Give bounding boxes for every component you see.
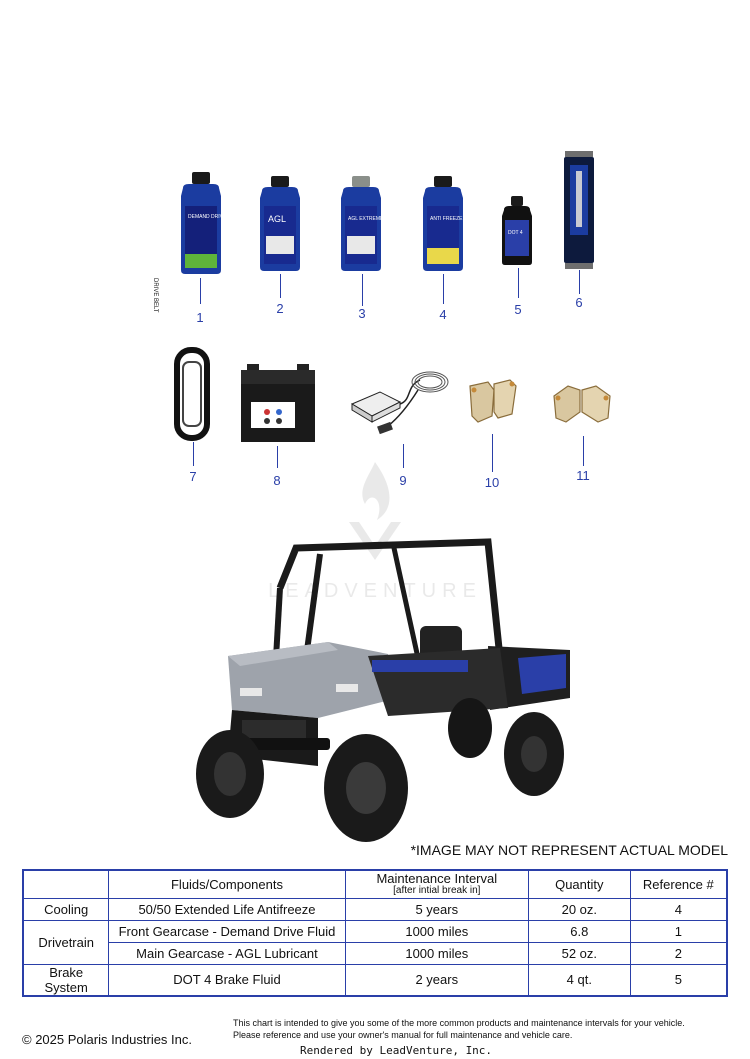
cell-quantity: 6.8 xyxy=(528,920,630,942)
header-component: Fluids/Components xyxy=(109,870,345,898)
callout-11: 11 xyxy=(576,468,590,483)
grease-tube-icon xyxy=(562,151,596,269)
battery-icon xyxy=(237,362,319,444)
rendered-by: Rendered by LeadVenture, Inc. xyxy=(300,1044,493,1057)
table-row xyxy=(23,942,727,964)
callout-3: 3 xyxy=(358,306,366,321)
belt-label-text: DRIVE BELT xyxy=(152,278,158,313)
cell-interval: 5 years xyxy=(345,898,528,920)
brake-pads-icon xyxy=(550,378,614,434)
table-header-row xyxy=(23,870,727,898)
header-interval-sub: [after intial break in] xyxy=(393,885,481,897)
cell-interval: 2 years xyxy=(345,964,528,996)
callout-5: 5 xyxy=(514,302,522,317)
header-reference: Reference # xyxy=(630,870,727,898)
chart-note-line1: This chart is intended to give you some of the more common products and maintenance intervals for your vehicle. xyxy=(233,1018,685,1028)
header-interval xyxy=(345,870,528,898)
chart-note-line2: Please reference and use your owner's manual for full maintenance and vehicle care. xyxy=(233,1030,573,1040)
cell-quantity: 20 oz. xyxy=(528,898,630,920)
cell-interval: 1000 miles xyxy=(345,920,528,942)
cell-category: Brake System xyxy=(23,964,109,996)
brake-pads-icon xyxy=(464,376,520,432)
cell-quantity: 52 oz. xyxy=(528,942,630,964)
agl-bottle-icon xyxy=(256,176,304,272)
callout-6: 6 xyxy=(575,295,583,310)
cell-category: Drivetrain xyxy=(23,920,109,964)
image-disclaimer: *IMAGE MAY NOT REPRESENT ACTUAL MODEL xyxy=(410,842,728,858)
bottle-label-text: DOT 4 xyxy=(508,230,523,236)
table-row xyxy=(23,920,727,942)
callout-1: 1 xyxy=(196,310,204,325)
utv-vehicle-image xyxy=(188,538,570,843)
cell-component: DOT 4 Brake Fluid xyxy=(109,964,345,996)
bottle-label-text: AGL EXTREME xyxy=(348,216,384,222)
drive-belt-icon xyxy=(152,278,212,440)
dot4-brake-fluid-bottle-icon xyxy=(500,196,534,266)
header-quantity: Quantity xyxy=(528,870,630,898)
table-row xyxy=(23,898,727,920)
bottle-label-text: ANTI FREEZE xyxy=(430,216,463,222)
bottle-label-text: AGL xyxy=(268,214,287,224)
cell-reference: 2 xyxy=(630,942,727,964)
cell-interval: 1000 miles xyxy=(345,942,528,964)
callout-8: 8 xyxy=(273,473,281,488)
agl-extreme-bottle-icon xyxy=(337,176,385,272)
cell-reference: 5 xyxy=(630,964,727,996)
demand-drive-fluid-bottle-icon xyxy=(175,172,243,276)
cell-quantity: 4 qt. xyxy=(528,964,630,996)
cell-component: 50/50 Extended Life Antifreeze xyxy=(109,898,345,920)
cell-component: Front Gearcase - Demand Drive Fluid xyxy=(109,920,345,942)
battery-charger-icon xyxy=(348,356,458,442)
cell-reference: 1 xyxy=(630,920,727,942)
cell-category: Cooling xyxy=(23,898,109,920)
callout-2: 2 xyxy=(276,301,284,316)
table-row xyxy=(23,964,727,996)
callout-9: 9 xyxy=(399,473,407,488)
header-interval-label: Maintenance Interval xyxy=(376,871,498,887)
maintenance-table xyxy=(22,869,728,997)
antifreeze-bottle-icon xyxy=(419,176,467,272)
bottle-label-text: DEMAND DRIVE FLUID xyxy=(188,214,243,220)
callout-4: 4 xyxy=(439,307,447,322)
callout-10: 10 xyxy=(484,475,500,490)
chart-note xyxy=(233,1017,733,1041)
callout-7: 7 xyxy=(189,469,197,484)
watermark-text: LEADVENTURE xyxy=(268,580,482,602)
cell-component: Main Gearcase - AGL Lubricant xyxy=(109,942,345,964)
header-category xyxy=(23,870,109,898)
copyright: © 2025 Polaris Industries Inc. xyxy=(22,1032,192,1047)
cell-reference: 4 xyxy=(630,898,727,920)
